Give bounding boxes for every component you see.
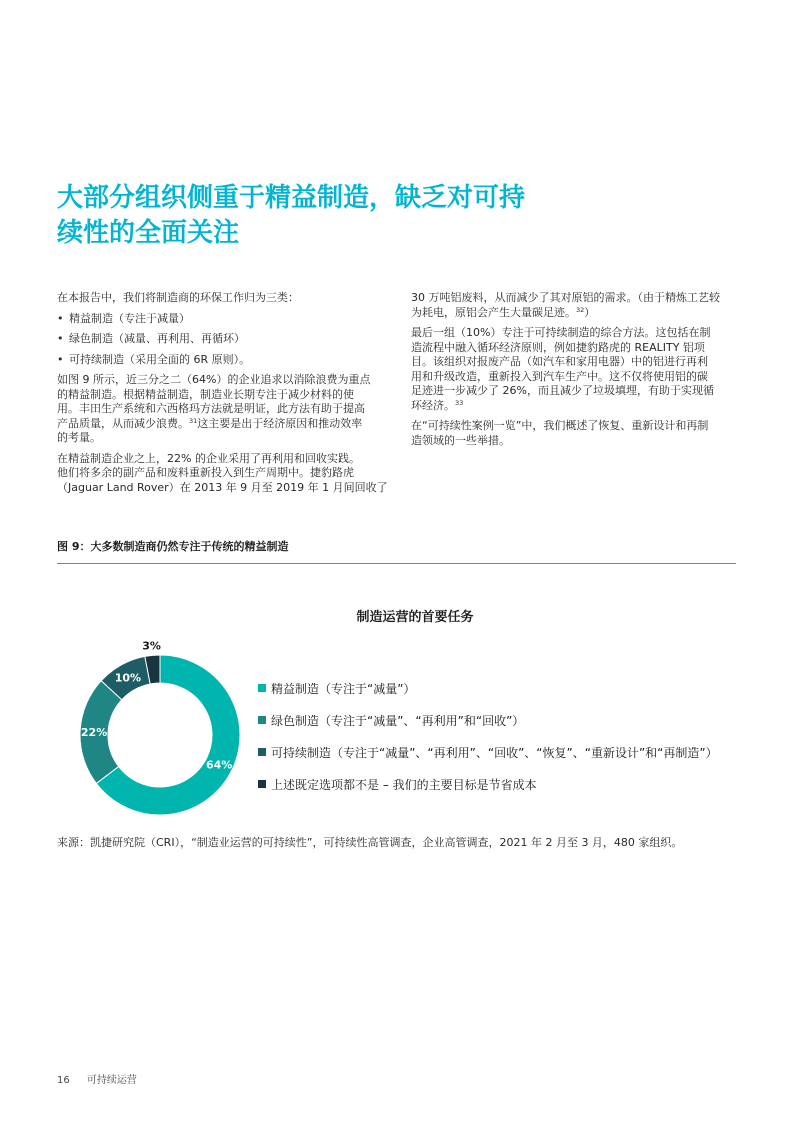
source-note: 来源：凯捷研究院（CRI），“制造业运营的可持续性”，可持续性高管调查，企业高管调查，2021 年 2 月至 3 月，480 家组织。: [57, 836, 683, 849]
intro-paragraph: 在本报告中，我们将制造商的环保工作归为三类：: [57, 291, 299, 304]
left-column: [57, 291, 387, 501]
legend-item: [258, 768, 718, 800]
legend-item: [258, 672, 718, 704]
legend-swatch: [258, 780, 266, 788]
footnote-ref: 31: [189, 416, 198, 425]
page-footer: [57, 1071, 137, 1086]
slice-label: 22%: [80, 725, 108, 739]
legend-swatch: [258, 716, 266, 724]
page-heading: [57, 181, 577, 251]
paragraph-lean-manufacturing: 如图 9 所示，近三分之二（64%）的企业追求以消除浪费为重点 的精益制造。根据精益制造，制造业长期专注于减少材料的使 用。丰田生产系统和六西格玛方法就是明证，此方法有助于提高 产品质量，从而减少浪费。$^{31}$这主要是出于经济原因和推动效率 的考量。: [57, 373, 371, 444]
bullet-item: • 精益制造（专注于减量）: [57, 311, 190, 325]
heading-line-2: 续性的全面关注: [57, 218, 240, 248]
slice-label: 64%: [205, 758, 233, 772]
legend-label: 可持续制造（专注于“减量”、“再利用”、“回收”、“恢复”、“重新设计”和“再制造”）: [271, 745, 718, 760]
paragraph-sustainable-manufacturing: 最后一组（10%）专注于可持续制造的综合方法。这包括在制 造流程中融入循环经济原则，例如捷豹路虎的 REALITY 铝项 目。该组织对报废产品（如汽车和家用电器）中的铝进行再利 用和升级改造，重新投入到汽车生产中。这不仅将使用铝的碳 足迹进一步减少了 26%，而且减少了垃圾填埋，有助于实现循 环经济。$^{33}$: [411, 326, 714, 412]
chart-legend: [258, 672, 718, 800]
legend-label: 上述既定选项都不是 – 我们的主要目标是节省成本: [271, 777, 537, 792]
legend-label: 绿色制造（专注于“减量”、“再利用”和“回收”）: [271, 713, 525, 728]
page-number: 16: [57, 1075, 70, 1086]
donut-chart: [70, 630, 260, 820]
figure-divider: [57, 563, 736, 564]
paragraph-case-overview: 在“可持续性案例一览”中，我们概述了恢复、重新设计和再制 造领域的一些举措。: [411, 419, 709, 447]
legend-label: 精益制造（专注于“减量”）: [271, 681, 416, 696]
slice-label: 10%: [114, 671, 142, 685]
legend-swatch: [258, 684, 266, 692]
legend-item: [258, 704, 718, 736]
heading-line-1: 大部分组织侧重于精益制造，缺乏对可持: [57, 183, 526, 213]
slice-label: 3%: [142, 639, 161, 653]
chart-title: 制造运营的首要任务: [356, 610, 474, 625]
bullet-item: • 可持续制造（采用全面的 6R 原则）。: [57, 352, 251, 366]
bullet-list: [57, 312, 387, 368]
legend-swatch: [258, 748, 266, 756]
legend-item: [258, 736, 718, 768]
footnote-ref: 32: [576, 305, 585, 314]
footer-title: 可持续运营: [86, 1075, 137, 1086]
paragraph-reuse-recycle: 在精益制造企业之上，22% 的企业采用了再利用和回收实践。 他们将多余的副产品和废料重新投入到生产周期中。捷豹路虎 （Jaguar Land Rover）在 2013 年 9 月至 2019 年 1 月间回收了: [57, 451, 388, 494]
bullet-item: • 绿色制造（减量、再利用、再循环）: [57, 332, 245, 345]
footnote-ref: 33: [455, 398, 464, 407]
paragraph-aluminium: 30 万吨铝废料，从而减少了其对原铝的需求。（由于精炼工艺较 为耗电，原铝会产生大量碳足迹。$^{32}$）: [411, 291, 720, 319]
right-column: [411, 291, 741, 454]
figure-title: 图 9：大多数制造商仍然专注于传统的精益制造: [57, 540, 289, 553]
